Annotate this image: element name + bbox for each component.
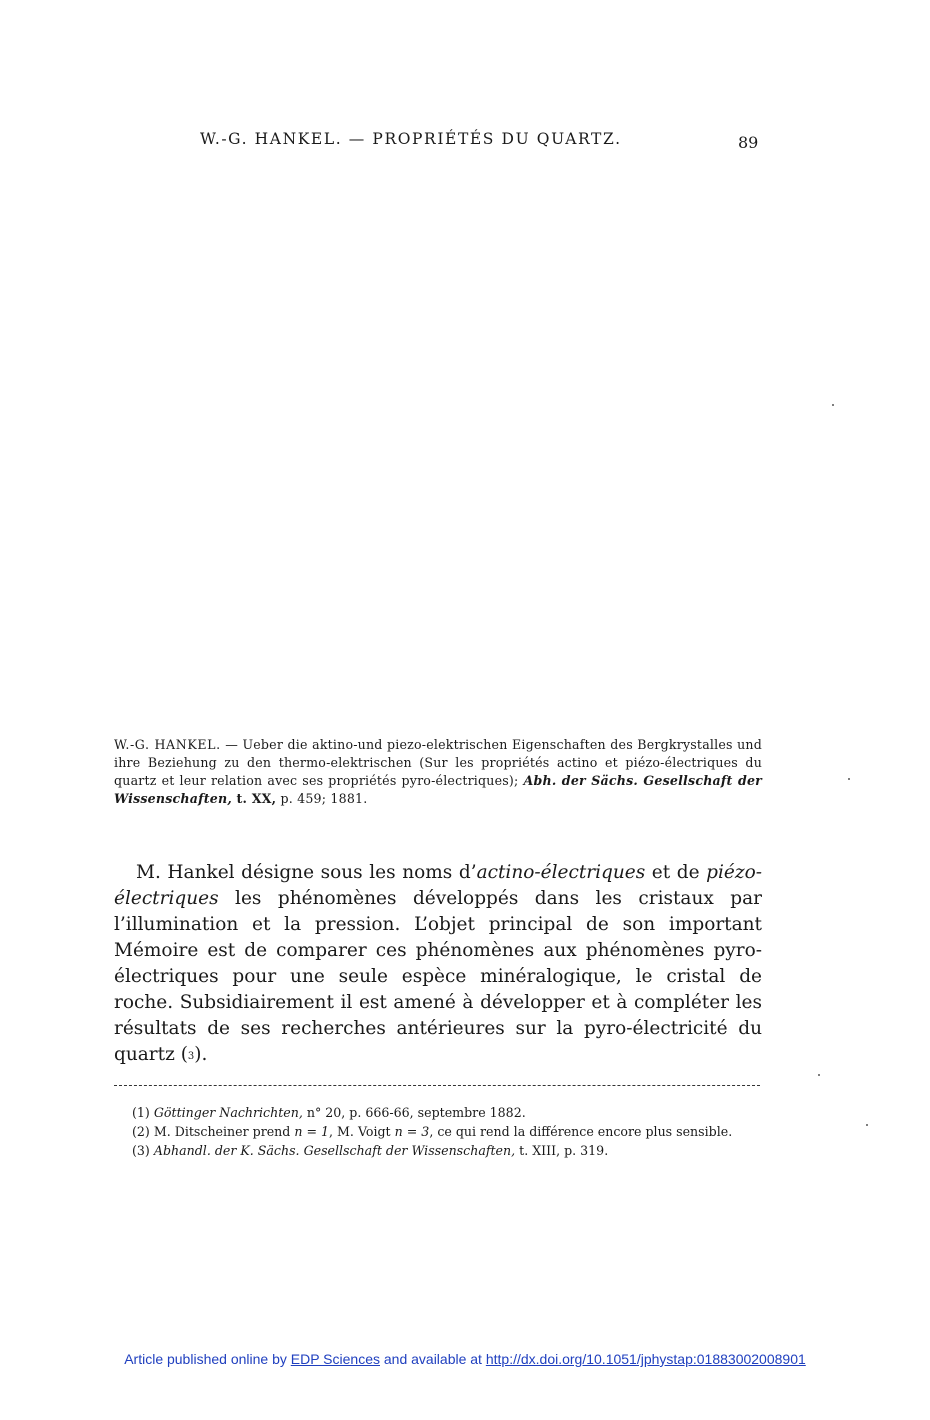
footnote-text: , ce qui rend la différence encore plus sensible.	[429, 1124, 733, 1139]
running-header: W.-G. HANKEL. — PROPRIÉTÉS DU QUARTZ.	[200, 130, 622, 148]
footnote-text: , M. Voigt	[329, 1124, 395, 1139]
footnote-2	[114, 1122, 762, 1141]
footnote-text: M. Ditscheiner prend	[149, 1124, 295, 1139]
body-text-close: ).	[194, 1044, 208, 1065]
footnote-equation: n = 1	[294, 1124, 330, 1139]
footnote-ref-3: 3	[187, 1051, 195, 1062]
body-text-start: M. Hankel désigne sous les noms d’	[136, 862, 477, 883]
page-number: 89	[738, 133, 759, 152]
citation-pages: p. 459; 1881.	[276, 791, 368, 806]
footnote-mark: (3)	[132, 1143, 150, 1158]
footnote-equation: n = 3	[394, 1124, 430, 1139]
body-text-end: les phénomènes développés dans les cristaux par l’illumination et la pression. L’objet principal de son important Mémoire est de comparer ces phénomènes aux phénomènes pyro-électriques pour une seule espèce minéralogique, le cristal de roche. Subsidiairement il est amené à développer et à compléter les résultats de ses recherches antérieures sur la pyro-électricité du quartz (	[114, 888, 762, 1065]
bibliographic-citation	[114, 736, 762, 808]
term-actino: actino-électriques	[476, 862, 646, 883]
citation-volume: t. XX,	[231, 791, 277, 806]
term-piezo: piézo-électriques	[114, 862, 762, 909]
doi-link[interactable]: http://dx.doi.org/10.1051/jphystap:01883002008901	[485, 1351, 806, 1367]
banner-middle: and available at	[379, 1351, 486, 1367]
scan-speck	[848, 778, 850, 780]
banner-prefix: Article published online by	[124, 1351, 291, 1367]
footnote-mark: (2)	[132, 1124, 150, 1139]
scan-speck	[818, 1074, 820, 1076]
footnotes	[114, 1103, 762, 1160]
citation-journal: Abh. der Sächs. Gesellschaft der Wissenschaften,	[114, 773, 762, 806]
footnote-journal: Göttinger Nachrichten,	[153, 1105, 303, 1120]
footnote-text: n° 20, p. 666-66, septembre 1882.	[302, 1105, 526, 1120]
citation-title-fr: (Sur les propriétés actino et piézo-électriques du quartz et leur relation avec ses propriétés pyro-électriques);	[114, 755, 763, 788]
scan-speck	[866, 1124, 868, 1126]
footnote-mark: (1)	[132, 1105, 150, 1120]
body-text-mid: et de	[645, 862, 707, 883]
footnote-3	[114, 1141, 762, 1160]
publisher-banner	[0, 1351, 930, 1367]
footnote-journal: Abhandl. der K. Sächs. Gesellschaft der Wissenschaften,	[153, 1143, 516, 1158]
citation-author: W.-G. HANKEL.	[114, 737, 221, 752]
scan-speck	[832, 404, 834, 406]
footnote-text: t. XIII, p. 319.	[515, 1143, 609, 1158]
body-paragraph	[114, 860, 762, 1070]
citation-dash: —	[220, 737, 243, 752]
edp-sciences-link[interactable]: EDP Sciences	[290, 1351, 380, 1367]
footnote-1	[114, 1103, 762, 1122]
footnote-separator	[114, 1085, 760, 1086]
citation-title-de: Ueber die aktino-und piezo-elektrischen Eigenschaften des Bergkrystalles und ihre Beziehung zu den thermo-elektrischen	[114, 737, 763, 770]
